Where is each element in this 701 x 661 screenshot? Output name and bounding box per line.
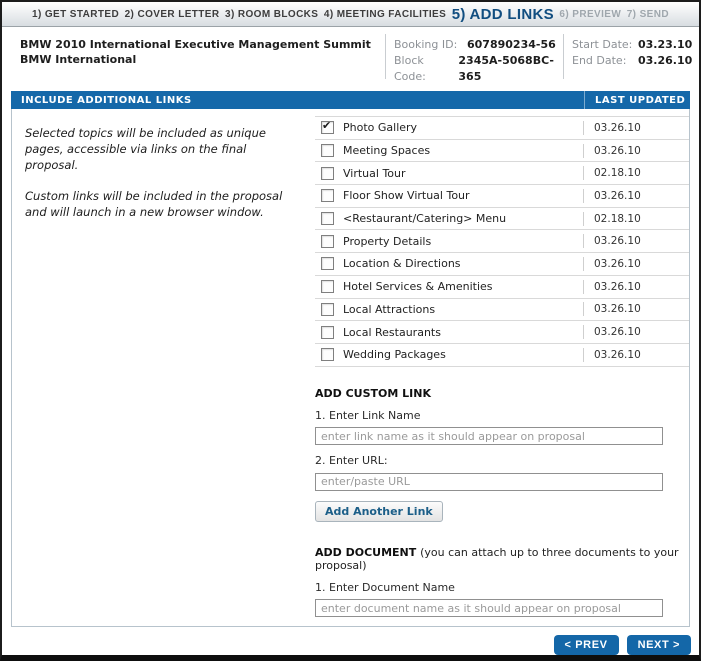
nav-step-add-links[interactable]: 5) ADD LINKS [451, 5, 554, 23]
document-name-label: 1. Enter Document Name [315, 580, 455, 594]
links-form-column [315, 109, 689, 626]
topic-label: Meeting Spaces [343, 144, 431, 158]
topic-row [315, 298, 689, 321]
topic-checkbox[interactable] [321, 326, 334, 339]
topic-label: Property Details [343, 234, 432, 248]
add-another-link-button[interactable]: Add Another Link [315, 501, 443, 522]
block-code-label: Block Code: [394, 54, 426, 83]
panel-body [11, 109, 690, 627]
topic-row [315, 116, 689, 139]
topic-last-updated-date: 03.26.10 [583, 144, 689, 158]
booking-id-value: 607890234-56 [467, 38, 556, 51]
start-date-label: Start Date: [572, 38, 633, 51]
booking-info [385, 34, 563, 83]
topic-label: <Restaurant/Catering> Menu [343, 212, 507, 226]
topic-label: Local Restaurants [343, 325, 441, 339]
end-date-value: 03.26.10 [638, 54, 693, 67]
topics-list [315, 116, 689, 367]
topic-label: Floor Show Virtual Tour [343, 189, 470, 203]
next-button[interactable]: NEXT > [627, 635, 691, 655]
attach-document-label [315, 626, 689, 627]
topic-row [315, 275, 689, 298]
topic-checkbox[interactable] [321, 121, 334, 134]
nav-step-preview[interactable]: 6) PREVIEW [559, 8, 622, 20]
event-info [2, 34, 385, 79]
panel-header-bar [11, 91, 690, 109]
topic-row [315, 252, 689, 275]
topic-checkbox[interactable] [321, 212, 334, 225]
topic-checkbox[interactable] [321, 144, 334, 157]
panel-title: INCLUDE ADDITIONAL LINKS [21, 94, 192, 106]
topic-last-updated-date: 03.26.10 [583, 189, 689, 203]
link-url-input[interactable] [315, 473, 663, 491]
wizard-step-nav [2, 2, 699, 27]
topic-label: Local Attractions [343, 302, 436, 316]
end-date-label: End Date: [572, 54, 627, 67]
company-name: BMW International [20, 53, 137, 66]
link-url-label: 2. Enter URL: [315, 454, 388, 468]
topic-checkbox[interactable] [321, 303, 334, 316]
last-updated-column-header: LAST UPDATED [584, 91, 690, 109]
add-links-panel [11, 91, 690, 627]
topic-checkbox[interactable] [321, 235, 334, 248]
nav-step-send[interactable]: 7) SEND [626, 8, 669, 20]
block-code-value: 2345A-5068BC-365 [458, 54, 554, 83]
add-document-title: ADD DOCUMENT [315, 545, 417, 559]
topic-last-updated-date: 03.26.10 [583, 234, 689, 248]
topic-last-updated-date: 03.26.10 [583, 325, 689, 339]
booking-summary-header [2, 27, 699, 83]
topic-last-updated-date: 03.26.10 [583, 280, 689, 294]
topic-row [315, 343, 689, 367]
add-document-note: (you can attach up to three documents to your proposal) [315, 545, 679, 572]
topic-checkbox[interactable] [321, 348, 334, 361]
topic-label: Location & Directions [343, 257, 461, 271]
instructions-paragraph-1: Selected topics will be included as unique pages, accessible via links on the final proposal. [25, 126, 266, 172]
topic-last-updated-date: 03.26.10 [583, 302, 689, 316]
nav-step-cover-letter[interactable]: 2) COVER LETTER [124, 8, 220, 20]
topic-last-updated-date: 02.18.10 [583, 166, 689, 180]
topic-row [315, 184, 689, 207]
nav-step-get-started[interactable]: 1) GET STARTED [32, 8, 120, 20]
topic-label: Virtual Tour [343, 166, 406, 180]
topic-label: Photo Gallery [343, 121, 418, 135]
topic-checkbox[interactable] [321, 167, 334, 180]
topic-label: Wedding Packages [343, 348, 446, 362]
document-name-input[interactable] [315, 599, 663, 617]
instructions-panel [12, 109, 315, 626]
topic-last-updated-date: 02.18.10 [583, 212, 689, 226]
topic-last-updated-date: 03.26.10 [583, 348, 689, 362]
start-date-value: 03.23.10 [638, 38, 693, 51]
topic-row [315, 207, 689, 230]
topic-label: Hotel Services & Amenities [343, 280, 493, 294]
nav-step-meeting-facilities[interactable]: 4) MEETING FACILITIES [323, 8, 447, 20]
booking-id-label: Booking ID: [394, 38, 458, 51]
link-name-label: 1. Enter Link Name [315, 408, 421, 422]
topic-row [315, 161, 689, 184]
event-name: BMW 2010 International Executive Management Summit [20, 38, 371, 51]
link-name-input[interactable] [315, 427, 663, 445]
topic-row [315, 139, 689, 162]
topic-checkbox[interactable] [321, 280, 334, 293]
topic-row [315, 320, 689, 343]
nav-step-room-blocks[interactable]: 3) ROOM BLOCKS [225, 8, 319, 20]
add-custom-link-title: ADD CUSTOM LINK [315, 386, 431, 400]
dates-info [563, 34, 699, 79]
instructions-paragraph-2: Custom links will be included in the proposal and will launch in a new browser window. [25, 189, 283, 219]
topic-last-updated-date: 03.26.10 [583, 121, 689, 135]
topic-checkbox[interactable] [321, 257, 334, 270]
wizard-footer [2, 635, 691, 655]
topic-checkbox[interactable] [321, 189, 334, 202]
topic-row [315, 229, 689, 252]
add-custom-link-section [315, 387, 689, 522]
add-document-section [315, 546, 689, 627]
topic-last-updated-date: 03.26.10 [583, 257, 689, 271]
prev-button[interactable]: < PREV [554, 635, 619, 655]
